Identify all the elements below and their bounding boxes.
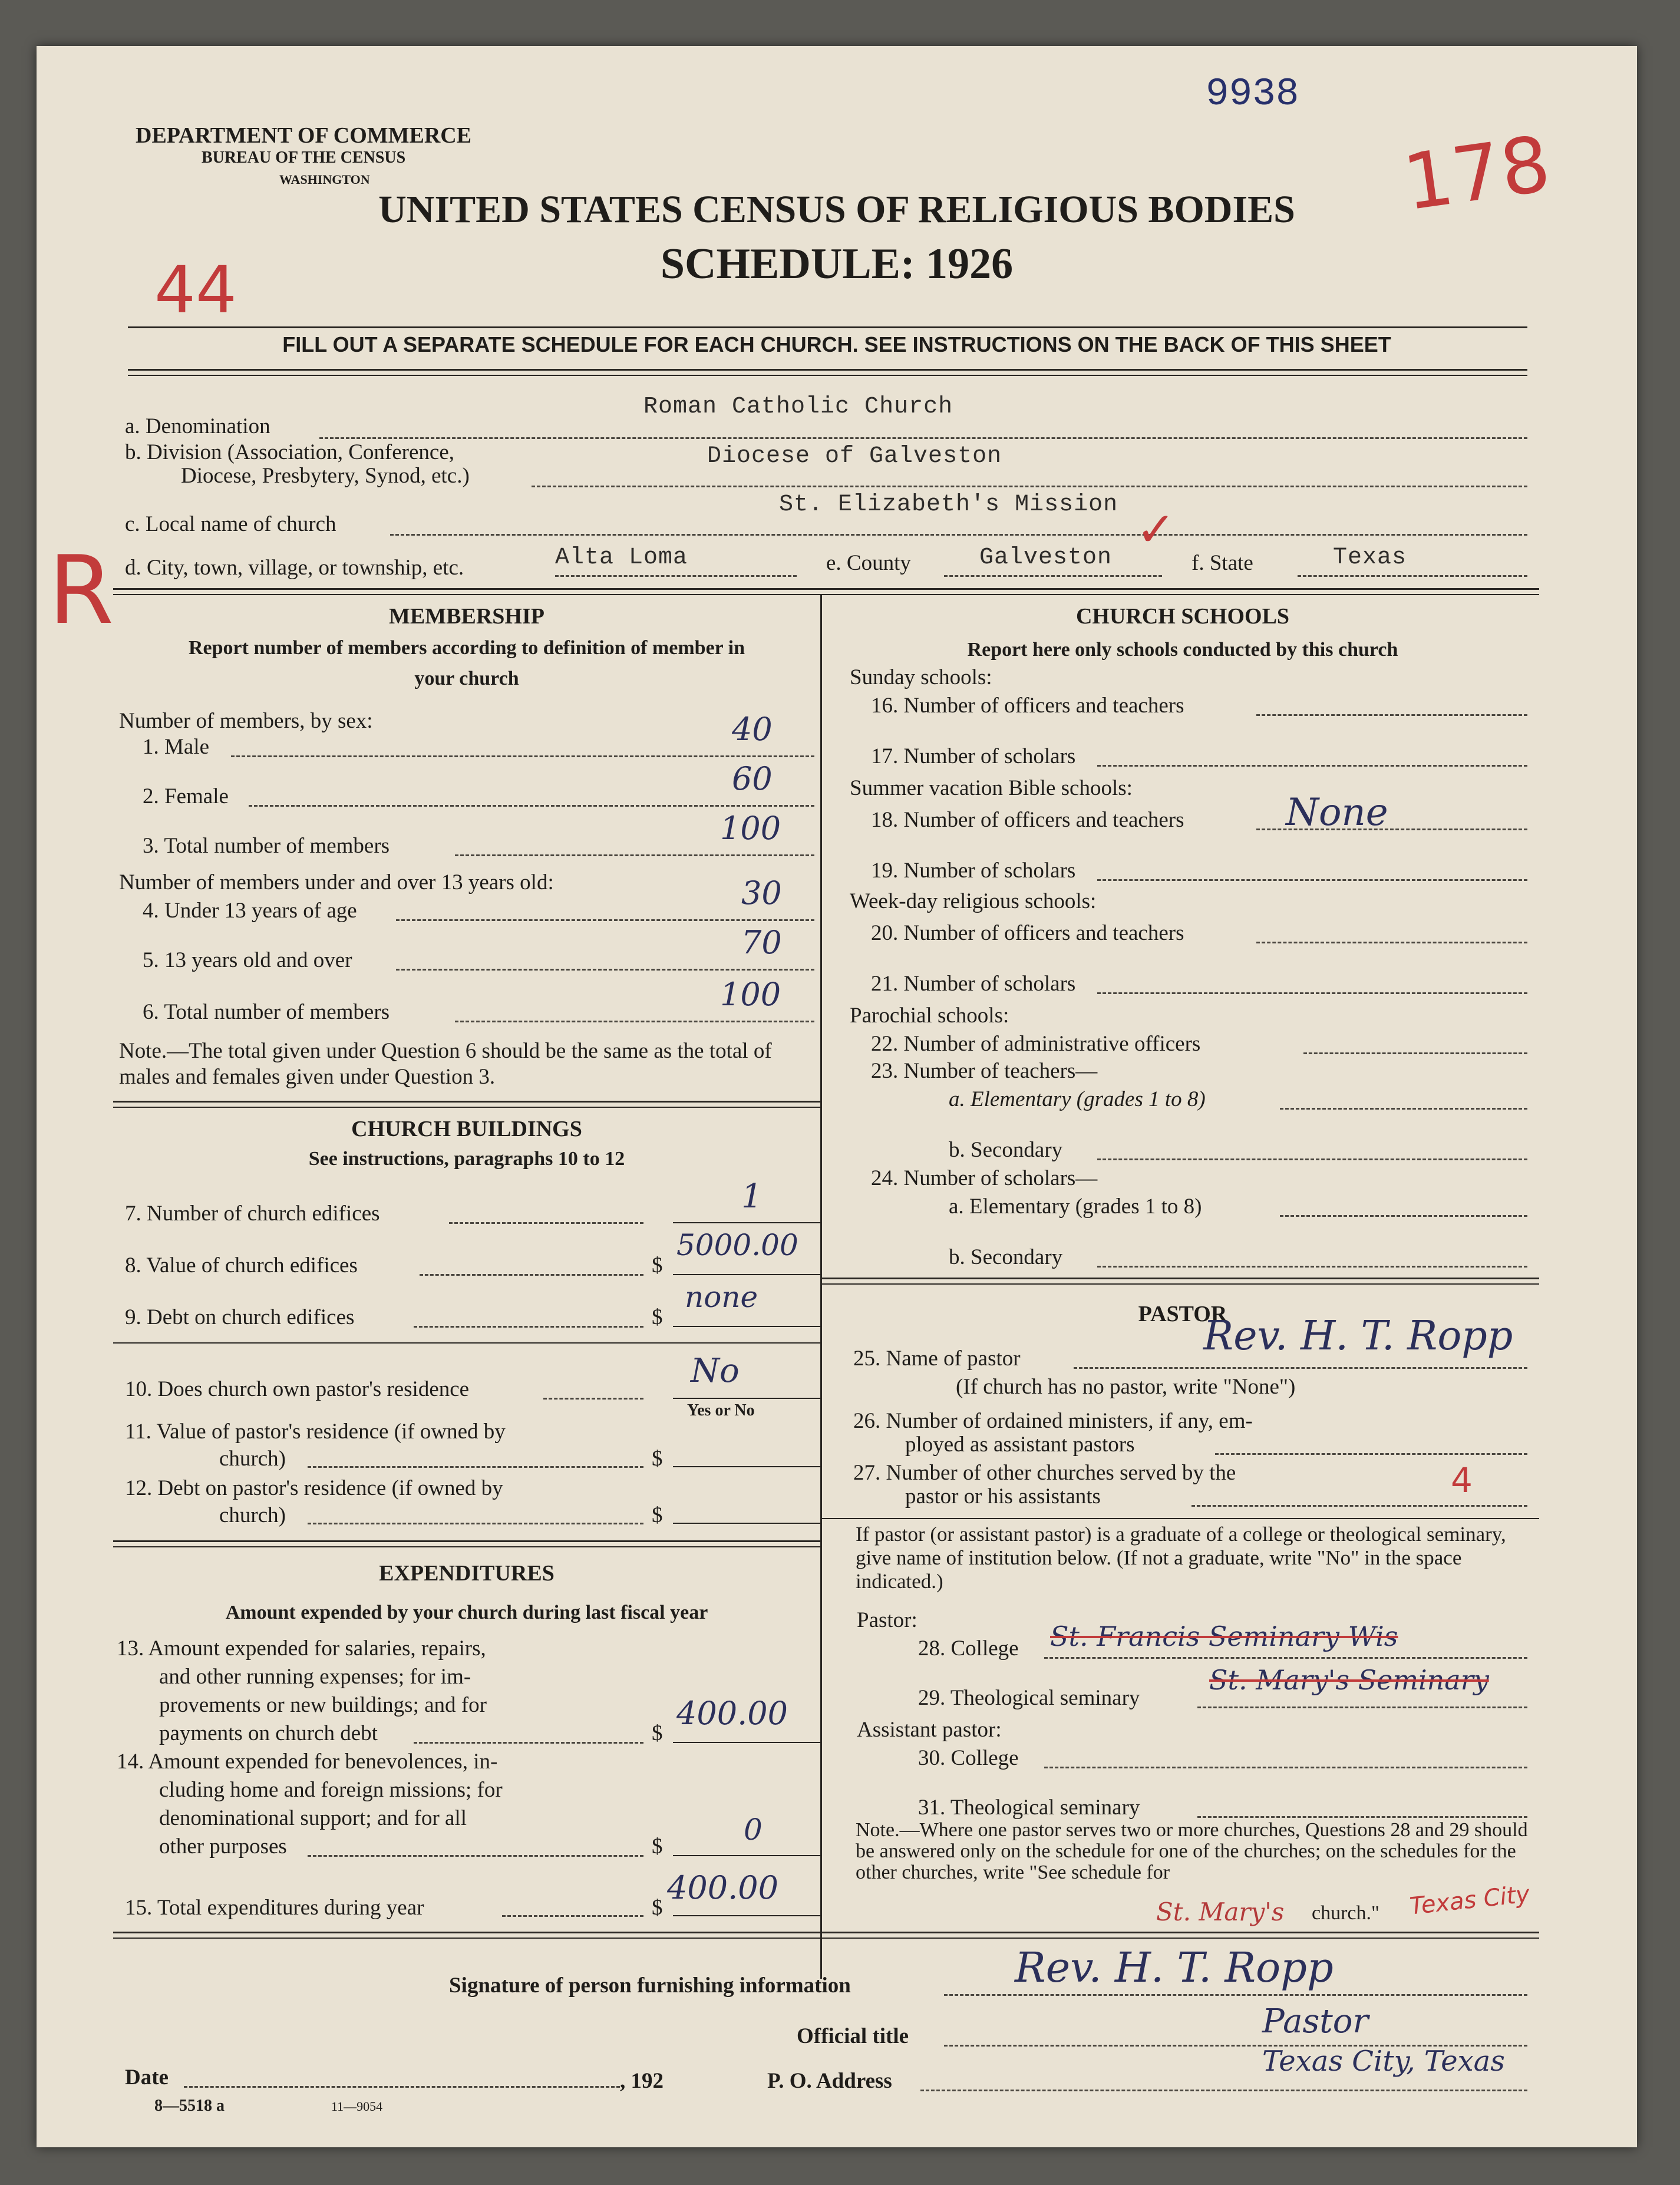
city-label: d. City, town, village, or township, etc. (125, 556, 464, 580)
division-label-line1: b. Division (Association, Conference, (125, 440, 454, 464)
q8-label: 8. Value of church edifices (125, 1253, 358, 1278)
date-year: , 192 (620, 2069, 664, 2093)
q23b-label: b. Secondary (949, 1138, 1063, 1162)
membership-note: Note.—The total given under Question 6 should be the same as the total of males and females given under Question 3. (119, 1039, 772, 1089)
q29-label: 29. Theological seminary (918, 1686, 1140, 1710)
q10-value[interactable]: No (691, 1352, 740, 1390)
q15-value[interactable]: 400.00 (667, 1869, 778, 1906)
red-mark-44: 44 (154, 252, 237, 328)
official-title-value[interactable]: Pastor (1262, 2002, 1369, 2041)
summer-schools-label: Summer vacation Bible schools: (850, 776, 1133, 800)
q24b-label: b. Secondary (949, 1245, 1063, 1269)
q25-hint: (If church has no pastor, write "None") (956, 1375, 1296, 1399)
q17-label: 17. Number of scholars (871, 744, 1076, 768)
q27-value[interactable]: 4 (1451, 1460, 1473, 1500)
q14-label-line3: denominational support; and for all (159, 1806, 467, 1830)
red-mark-178: 178 (1398, 118, 1556, 228)
q14-label-line4: other purposes (159, 1834, 287, 1859)
red-mark-r: R (48, 535, 114, 645)
buildings-title: CHURCH BUILDINGS (351, 1117, 582, 1141)
q15-label: 15. Total expenditures during year (125, 1896, 424, 1920)
stamp-number: 9938 (1206, 72, 1299, 116)
bureau-name: BUREAU OF THE CENSUS (202, 148, 406, 167)
q18-label: 18. Number of officers and teachers (871, 808, 1184, 832)
q23a-label: a. Elementary (grades 1 to 8) (949, 1087, 1206, 1111)
department-name: DEPARTMENT OF COMMERCE (136, 123, 472, 148)
q25-value[interactable]: Rev. H. T. Ropp (1203, 1313, 1513, 1359)
q29-value[interactable]: St. Mary's Seminary (1209, 1664, 1489, 1696)
q22-label: 22. Number of administrative officers (871, 1032, 1201, 1056)
q12-label-line1: 12. Debt on pastor's residence (if owned by (125, 1476, 503, 1500)
q3-value[interactable]: 100 (720, 810, 781, 847)
q31-label: 31. Theological seminary (918, 1795, 1140, 1820)
sunday-schools-label: Sunday schools: (850, 665, 992, 689)
q16-label: 16. Number of officers and teachers (871, 694, 1184, 718)
q10-hint: Yes or No (687, 1401, 755, 1420)
q30-label: 30. College (918, 1746, 1019, 1770)
under-over-label: Number of members under and over 13 years old: (119, 870, 554, 895)
q6-label: 6. Total number of members (143, 1000, 390, 1024)
q11-label-line2: church) (219, 1447, 286, 1471)
membership-title: MEMBERSHIP (389, 604, 544, 629)
q9-dollar: $ (652, 1305, 663, 1329)
q12-dollar: $ (652, 1503, 663, 1527)
instruction-banner: FILL OUT A SEPARATE SCHEDULE FOR EACH CHURCH. SEE INSTRUCTIONS ON THE BACK OF THIS SHEET (282, 332, 1391, 357)
pastor-note: Note.—Where one pastor serves two or more churches, Questions 28 and 29 should be answered only on the schedule for one of the churches; on the schedules for the other churches, write "See schedule for (856, 1819, 1528, 1883)
pastor-sub-label: Pastor: (857, 1608, 917, 1632)
pastor-title: PASTOR (1138, 1302, 1227, 1326)
signature-value[interactable]: Rev. H. T. Ropp (1015, 1943, 1334, 1992)
form-code-2: 11—9054 (331, 2099, 383, 2114)
division-value[interactable]: Diocese of Galveston (707, 443, 1002, 470)
state-label: f. State (1191, 551, 1253, 575)
q14-label-line2: cluding home and foreign missions; for (159, 1778, 503, 1802)
parochial-schools-label: Parochial schools: (850, 1004, 1009, 1028)
members-by-sex-label: Number of members, by sex: (119, 709, 373, 733)
q6-value[interactable]: 100 (720, 976, 781, 1013)
form-title: UNITED STATES CENSUS OF RELIGIOUS BODIES (378, 188, 1295, 231)
q14-dollar: $ (652, 1834, 663, 1859)
q24a-label: a. Elementary (grades 1 to 8) (949, 1194, 1202, 1219)
pastor-note-end: church." (1312, 1902, 1379, 1924)
q26-label-line1: 26. Number of ordained ministers, if any, em- (853, 1409, 1253, 1433)
q8-dollar: $ (652, 1253, 663, 1278)
q1-value[interactable]: 40 (732, 711, 773, 748)
pastor-note-value[interactable]: St. Mary's (1156, 1897, 1285, 1926)
q13-value[interactable]: 400.00 (676, 1695, 788, 1732)
po-address-value[interactable]: Texas City, Texas (1262, 2045, 1505, 2078)
q14-value[interactable]: 0 (744, 1813, 763, 1847)
q13-label-line4: payments on church debt (159, 1721, 378, 1745)
city-value[interactable]: Alta Loma (555, 544, 688, 571)
graduate-note: If pastor (or assistant pastor) is a graduate of a college or theological seminary, give name of institution below. (If not a graduate, write "No" in the space indicated.) (856, 1523, 1506, 1593)
q18-value[interactable]: None (1286, 791, 1388, 834)
q12-label-line2: church) (219, 1503, 286, 1527)
q27-label-line2: pastor or his assistants (905, 1484, 1101, 1509)
schools-subtitle: Report here only schools conducted by this church (967, 639, 1398, 661)
q7-value[interactable]: 1 (741, 1177, 763, 1216)
local-name-value[interactable]: St. Elizabeth's Mission (779, 491, 1118, 518)
q1-label: 1. Male (143, 735, 210, 759)
q13-label-line1: 13. Amount expended for salaries, repairs, (117, 1636, 486, 1661)
form-code-1: 8—5518 a (154, 2097, 225, 2115)
q23-label: 23. Number of teachers— (871, 1059, 1098, 1083)
pastor-note-extra: Texas City (1408, 1880, 1532, 1920)
q2-label: 2. Female (143, 784, 229, 808)
q2-value[interactable]: 60 (732, 760, 773, 797)
schools-title: CHURCH SCHOOLS (1075, 604, 1290, 629)
q4-value[interactable]: 30 (741, 874, 782, 912)
city-name: WASHINGTON (279, 172, 370, 187)
county-checkmark: ✓ (1136, 502, 1176, 557)
membership-subtitle: Report number of members according to definition of member in your church (188, 637, 745, 689)
county-label: e. County (826, 551, 911, 575)
expenditures-title: EXPENDITURES (379, 1561, 555, 1586)
signature-label: Signature of person furnishing information (449, 1973, 851, 1998)
expenditures-subtitle: Amount expended by your church during last fiscal year (225, 1602, 708, 1623)
q9-label: 9. Debt on church edifices (125, 1305, 355, 1329)
q13-label-line2: and other running expenses; for im- (159, 1665, 471, 1689)
q20-label: 20. Number of officers and teachers (871, 921, 1184, 945)
q11-dollar: $ (652, 1447, 663, 1471)
denomination-label: a. Denomination (125, 414, 270, 438)
census-schedule-sheet (37, 46, 1637, 2147)
local-name-label: c. Local name of church (125, 512, 336, 536)
q19-label: 19. Number of scholars (871, 859, 1076, 883)
denomination-value[interactable]: Roman Catholic Church (643, 394, 953, 420)
q10-label: 10. Does church own pastor's residence (125, 1377, 470, 1401)
q11-label-line1: 11. Value of pastor's residence (if owned by (125, 1420, 506, 1444)
po-address-label: P. O. Address (767, 2069, 892, 2093)
q5-label: 5. 13 years old and over (143, 948, 352, 972)
q26-label-line2: ployed as assistant pastors (905, 1433, 1135, 1457)
weekday-schools-label: Week-day religious schools: (850, 889, 1097, 913)
q3-label: 3. Total number of members (143, 834, 390, 858)
q4-label: 4. Under 13 years of age (143, 899, 357, 923)
q9-value[interactable]: none (685, 1280, 758, 1314)
q27-label-line1: 27. Number of other churches served by the (853, 1461, 1236, 1485)
buildings-subtitle: See instructions, paragraphs 10 to 12 (308, 1148, 625, 1170)
division-label-line2: Diocese, Presbytery, Synod, etc.) (181, 464, 470, 488)
county-value[interactable]: Galveston (979, 544, 1113, 571)
official-title-label: Official title (797, 2024, 909, 2048)
q21-label: 21. Number of scholars (871, 972, 1076, 996)
q14-label-line1: 14. Amount expended for benevolences, in- (117, 1750, 498, 1774)
schedule-year: SCHEDULE: 1926 (660, 240, 1014, 288)
q7-label: 7. Number of church edifices (125, 1202, 380, 1226)
q13-label-line3: provements or new buildings; and for (159, 1693, 487, 1717)
q25-label: 25. Name of pastor (853, 1346, 1021, 1371)
date-label: Date (125, 2065, 169, 2090)
q28-value[interactable]: St. Francis Seminary Wis (1050, 1620, 1398, 1652)
q15-dollar: $ (652, 1896, 663, 1920)
state-value[interactable]: Texas (1333, 544, 1407, 571)
q28-label: 28. College (918, 1636, 1019, 1661)
q8-value[interactable]: 5000.00 (676, 1228, 798, 1262)
assistant-pastor-label: Assistant pastor: (857, 1718, 1002, 1742)
q13-dollar: $ (652, 1721, 663, 1745)
q5-value[interactable]: 70 (741, 924, 782, 961)
q24-label: 24. Number of scholars— (871, 1166, 1098, 1190)
